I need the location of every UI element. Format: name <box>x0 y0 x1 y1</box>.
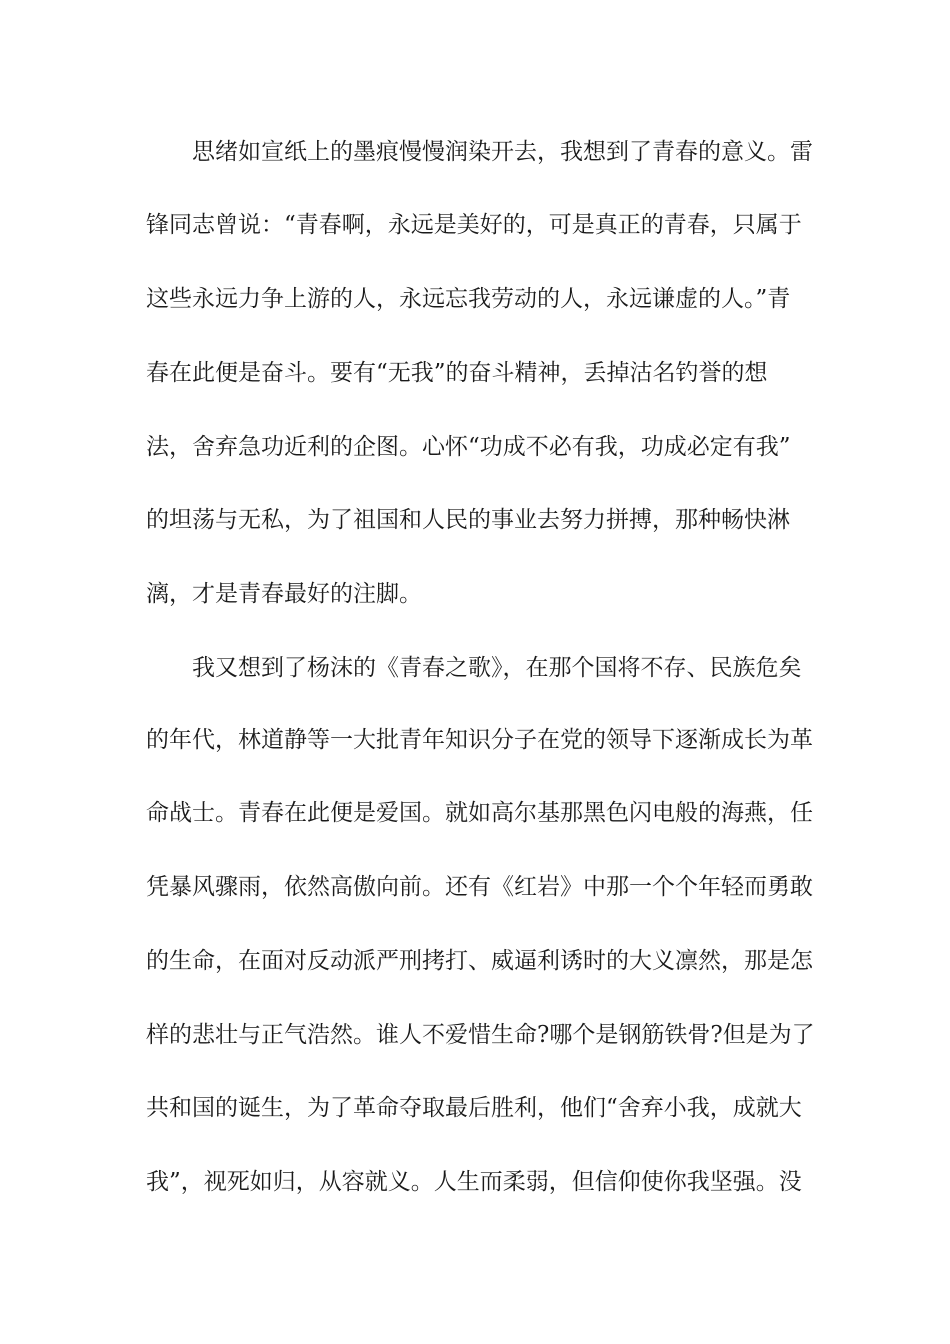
paragraph-2-line-6: 样的悲壮与正气浩然。谁人不爱惜生命?哪个是钢筋铁骨?但是为了 <box>146 1022 815 1048</box>
paragraph-1-line-2: 锋同志曾说：“青春啊，永远是美好的，可是真正的青春，只属于 <box>146 212 802 238</box>
paragraph-2-line-3: 命战士。青春在此便是爱国。就如高尔基那黑色闪电般的海燕，任 <box>146 800 813 826</box>
paragraph-1-line-6: 的坦荡与无私，为了祖国和人民的事业去努力拼搏，那种畅快淋 <box>146 507 790 533</box>
paragraph-2-line-2: 的年代，林道静等一大批青年知识分子在党的领导下逐渐成长为革 <box>146 727 813 753</box>
paragraph-1-line-1: 思绪如宣纸上的墨痕慢慢润染开去，我想到了青春的意义。雷 <box>192 139 813 165</box>
paragraph-1-line-3: 这些永远力争上游的人，永远忘我劳动的人，永远谦虚的人。”青 <box>146 286 791 312</box>
paragraph-1-line-5: 法，舍弃急功近利的企图。心怀“功成不必有我，功成必定有我” <box>146 434 791 460</box>
paragraph-1-line-7: 漓，才是青春最好的注脚。 <box>146 581 422 607</box>
paragraph-2-line-8: 我”，视死如归，从容就义。人生而柔弱，但信仰使你我坚强。没 <box>146 1169 802 1195</box>
paragraph-2-line-7: 共和国的诞生，为了革命夺取最后胜利，他们“舍弃小我，成就大 <box>146 1095 802 1121</box>
paragraph-2-line-1: 我又想到了杨沫的《青春之歌》，在那个国将不存、民族危矣 <box>192 655 802 681</box>
paragraph-2-line-4: 凭暴风骤雨，依然高傲向前。还有《红岩》中那一个个年轻而勇敢 <box>146 874 813 900</box>
paragraph-1-line-4: 春在此便是奋斗。要有“无我”的奋斗精神，丢掉沽名钓誉的想 <box>146 360 768 386</box>
paragraph-2-line-5: 的生命，在面对反动派严刑拷打、威逼利诱时的大义凛然，那是怎 <box>146 948 813 974</box>
